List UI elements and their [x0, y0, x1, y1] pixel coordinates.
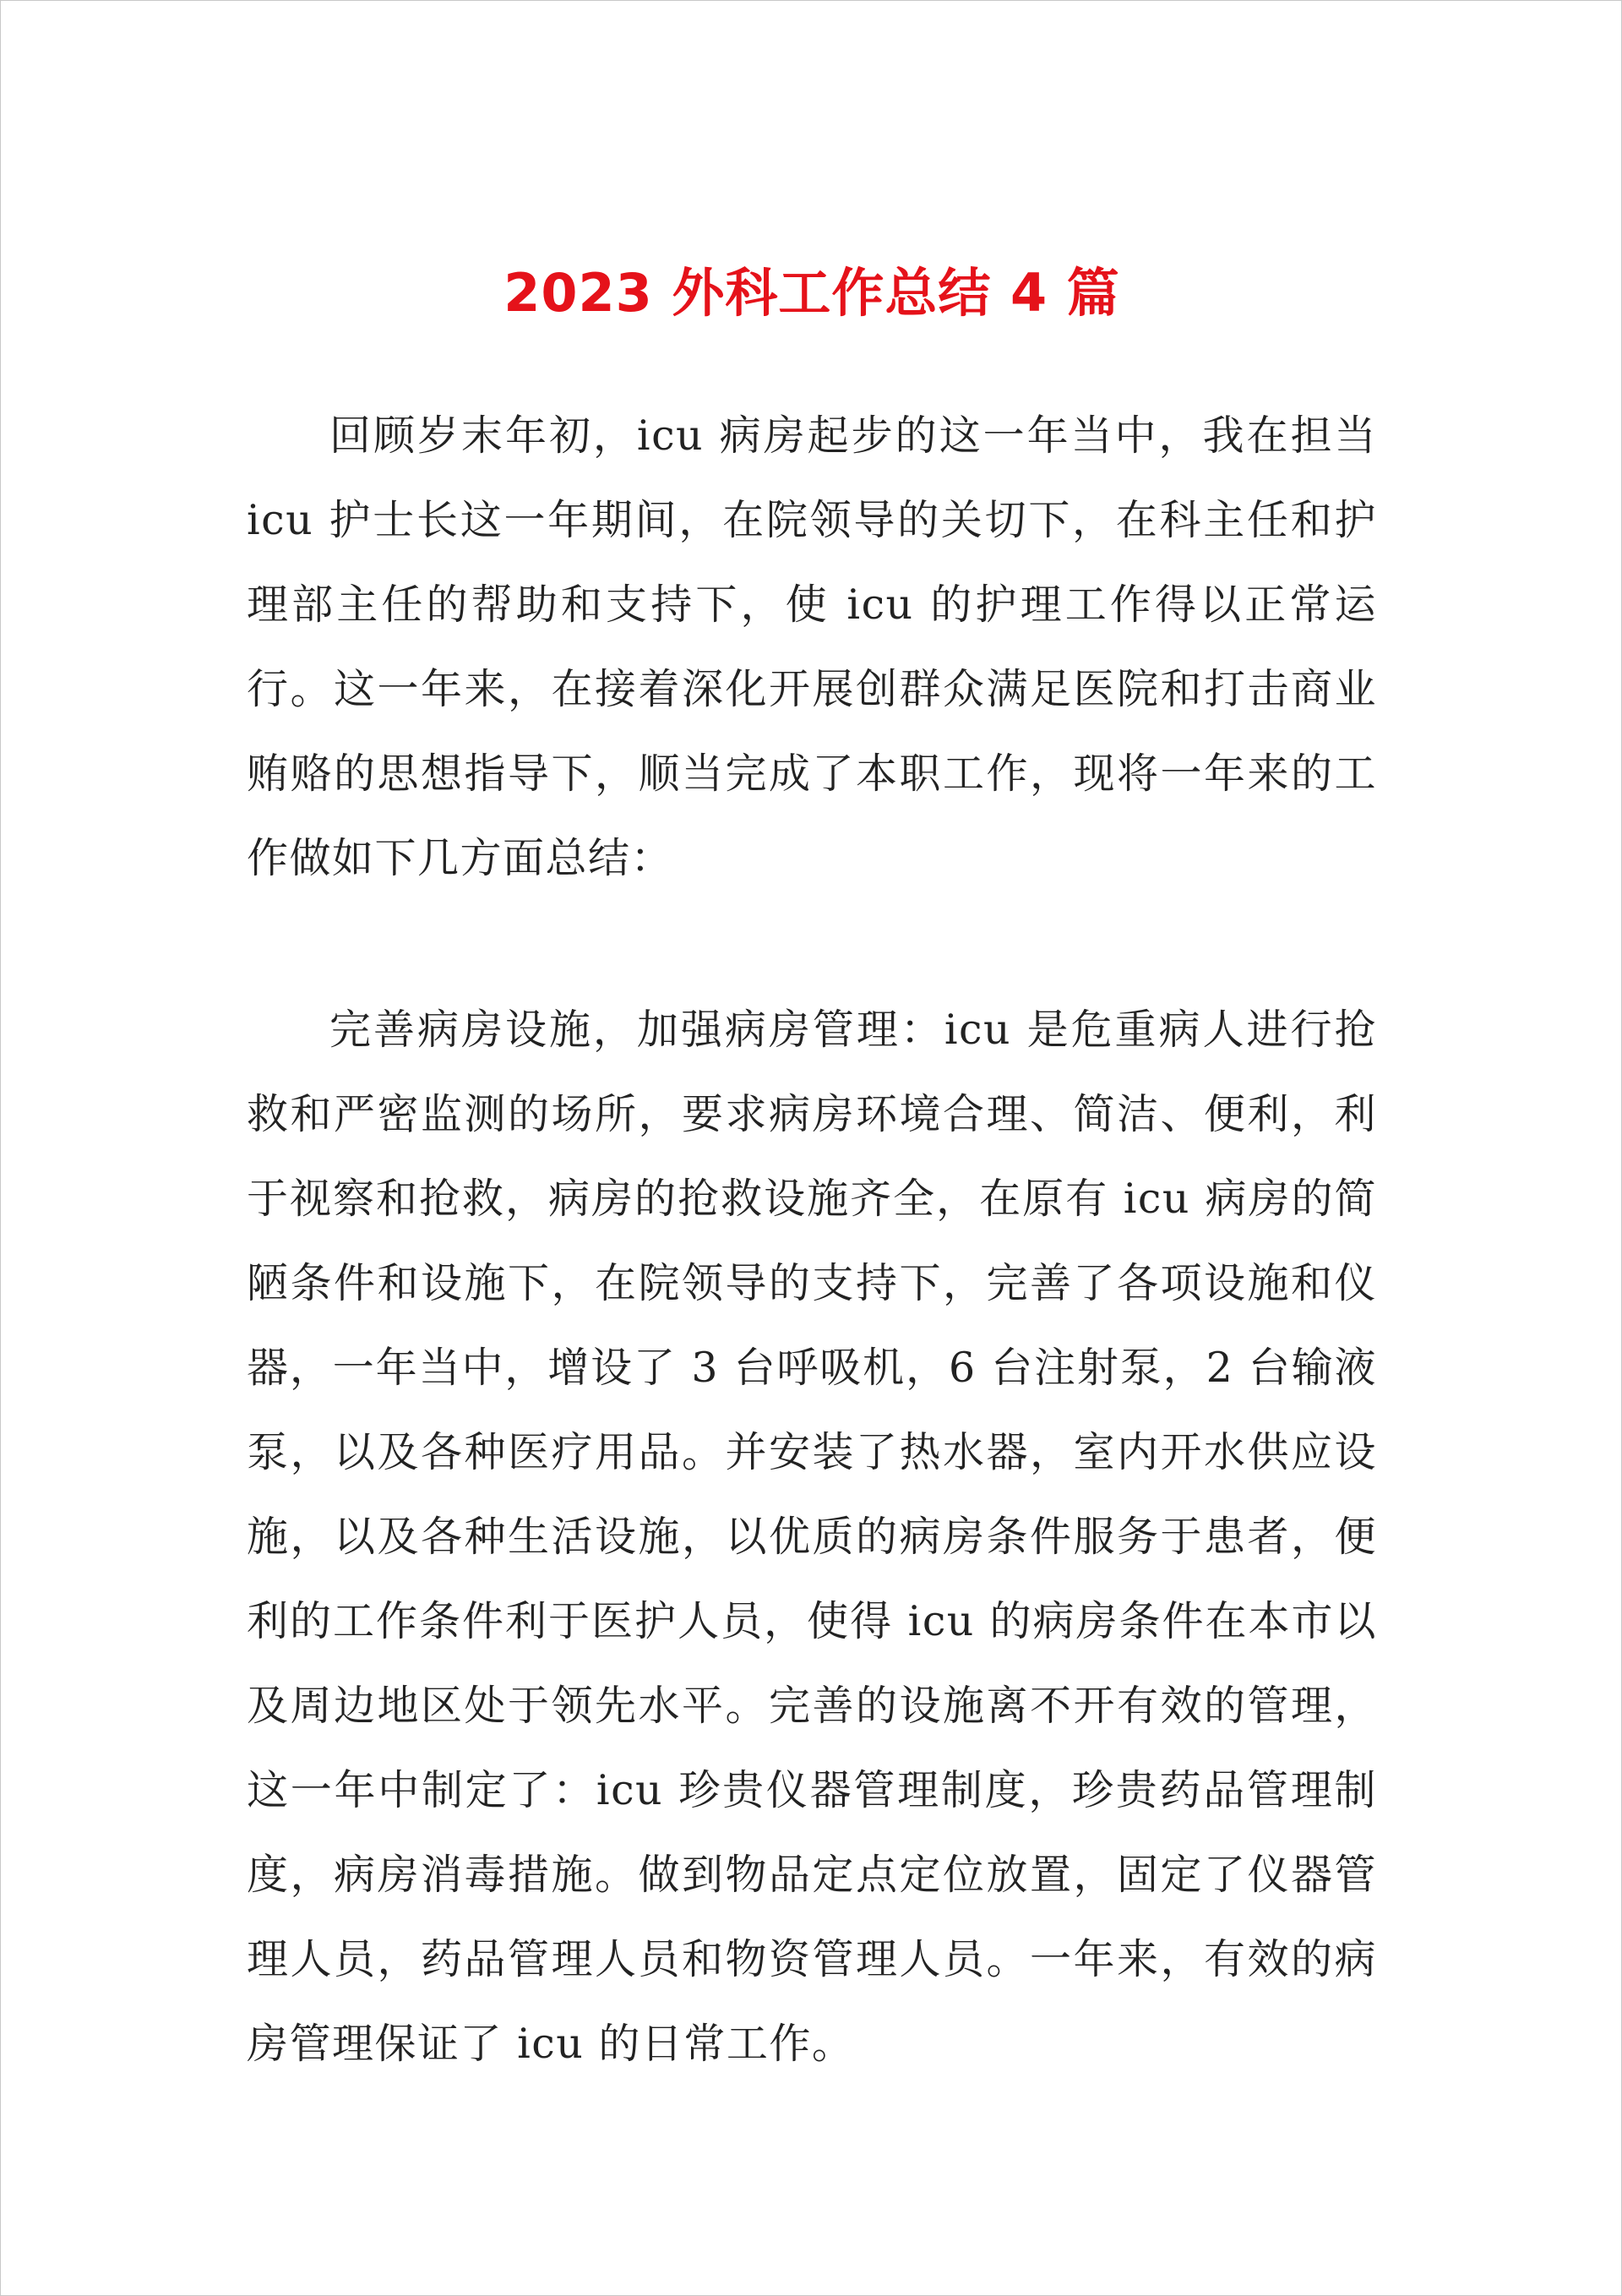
paragraph-intro: 回顾岁末年初，icu 病房起步的这一年当中，我在担当 icu 护士长这一年期间，在院领导的关切下，在科主任和护理部主任的帮助和支持下，使 icu 的护理工作得以正常运行。这一年来，在接着深化开展创群众满足医院和打击商业贿赂的思想指导下，顺当完成了本职工作，现将一年来的工作做如下几方面总结：: [247, 412, 1377, 882]
document-title: 2023 外科工作总结 4 篇: [503, 262, 1120, 324]
paragraph-facilities-management: 完善病房设施，加强病房管理：icu 是危重病人进行抢救和严密监测的场所，要求病房环境合理、简洁、便利，利于视察和抢救，病房的抢救设施齐全，在原有 icu 病房的简陋条件和设施下，在院领导的支持下，完善了各项设施和仪器，一年当中，增设了 3 台呼吸机，6 台注射泵，2 台输液泵，以及各种医疗用品。并安装了热水器，室内开水供应设施，以及各种生活设施，以优质的病房条件服务于患者，便利的工作条件利于医护人员，使得 icu 的病房条件在本市以及周边地区处于领先水平。完善的设施离不开有效的管理，这一年中制定了：icu 珍贵仪器管理制度，珍贵药品管理制度，病房消毒措施。做到物品定点定位放置，固定了仪器管理人员，药品管理人员和物资管理人员。一年来，有效的病房管理保证了 icu 的日常工作。: [247, 1006, 1377, 2068]
